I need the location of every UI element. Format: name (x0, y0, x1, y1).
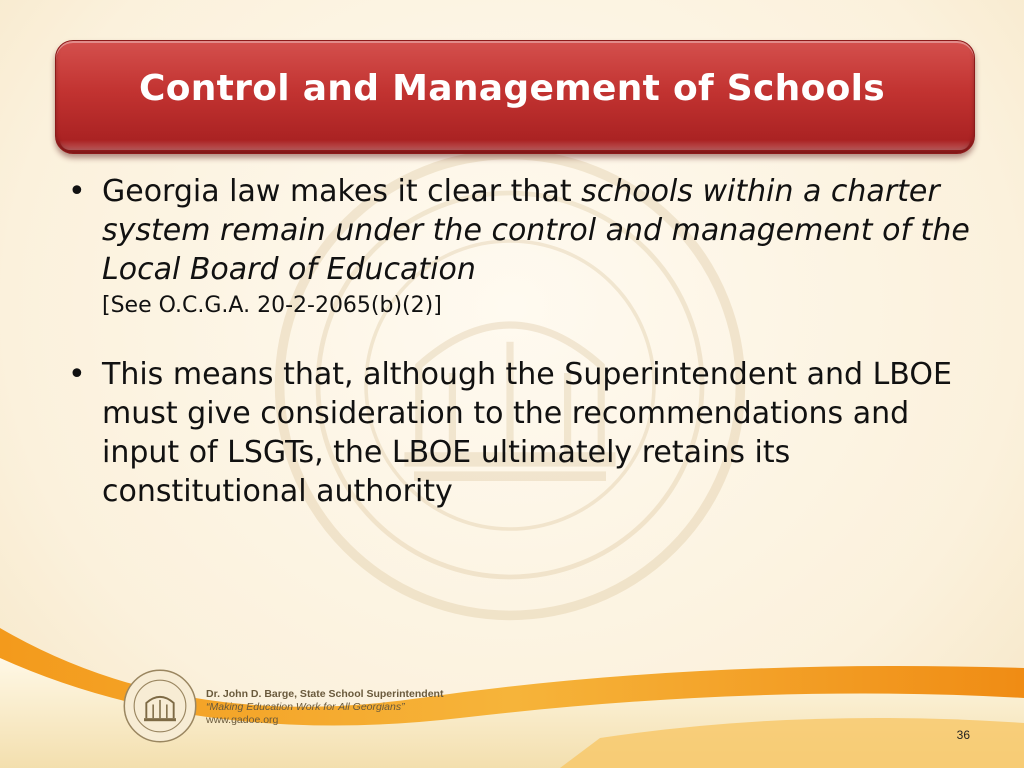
bullet-text-italic: schools within a charter system remain under the control and management of the Local Board of Education (102, 174, 970, 287)
bullet-glyph: • (68, 174, 86, 209)
bullet-text-plain: Georgia law makes it clear that (102, 174, 582, 209)
footer-text (206, 688, 443, 727)
page-number: 36 (956, 728, 970, 742)
footer-motto: “Making Education Work for All Georgians” (206, 701, 405, 713)
bullet-item (60, 355, 970, 511)
bullet-glyph: • (68, 357, 86, 392)
bullet-text-plain: This means that, although the Superintendent and LBOE must give consideration to the recommendations and input of LSGTs, the LBOE ultimately retains its constitutional authority (102, 357, 952, 509)
slide-title: Control and Management of Schools (138, 68, 886, 109)
bullet-citation: [See O.C.G.A. 20-2-2065(b)(2)] (102, 293, 442, 318)
bullet-list (60, 172, 970, 543)
department-of-education-seal-icon (122, 668, 198, 744)
footer-website-link[interactable]: www.gadoe.org (206, 714, 279, 726)
bullet-item (60, 172, 970, 323)
footer-superintendent: Dr. John D. Barge, State School Superintendent (206, 688, 444, 700)
